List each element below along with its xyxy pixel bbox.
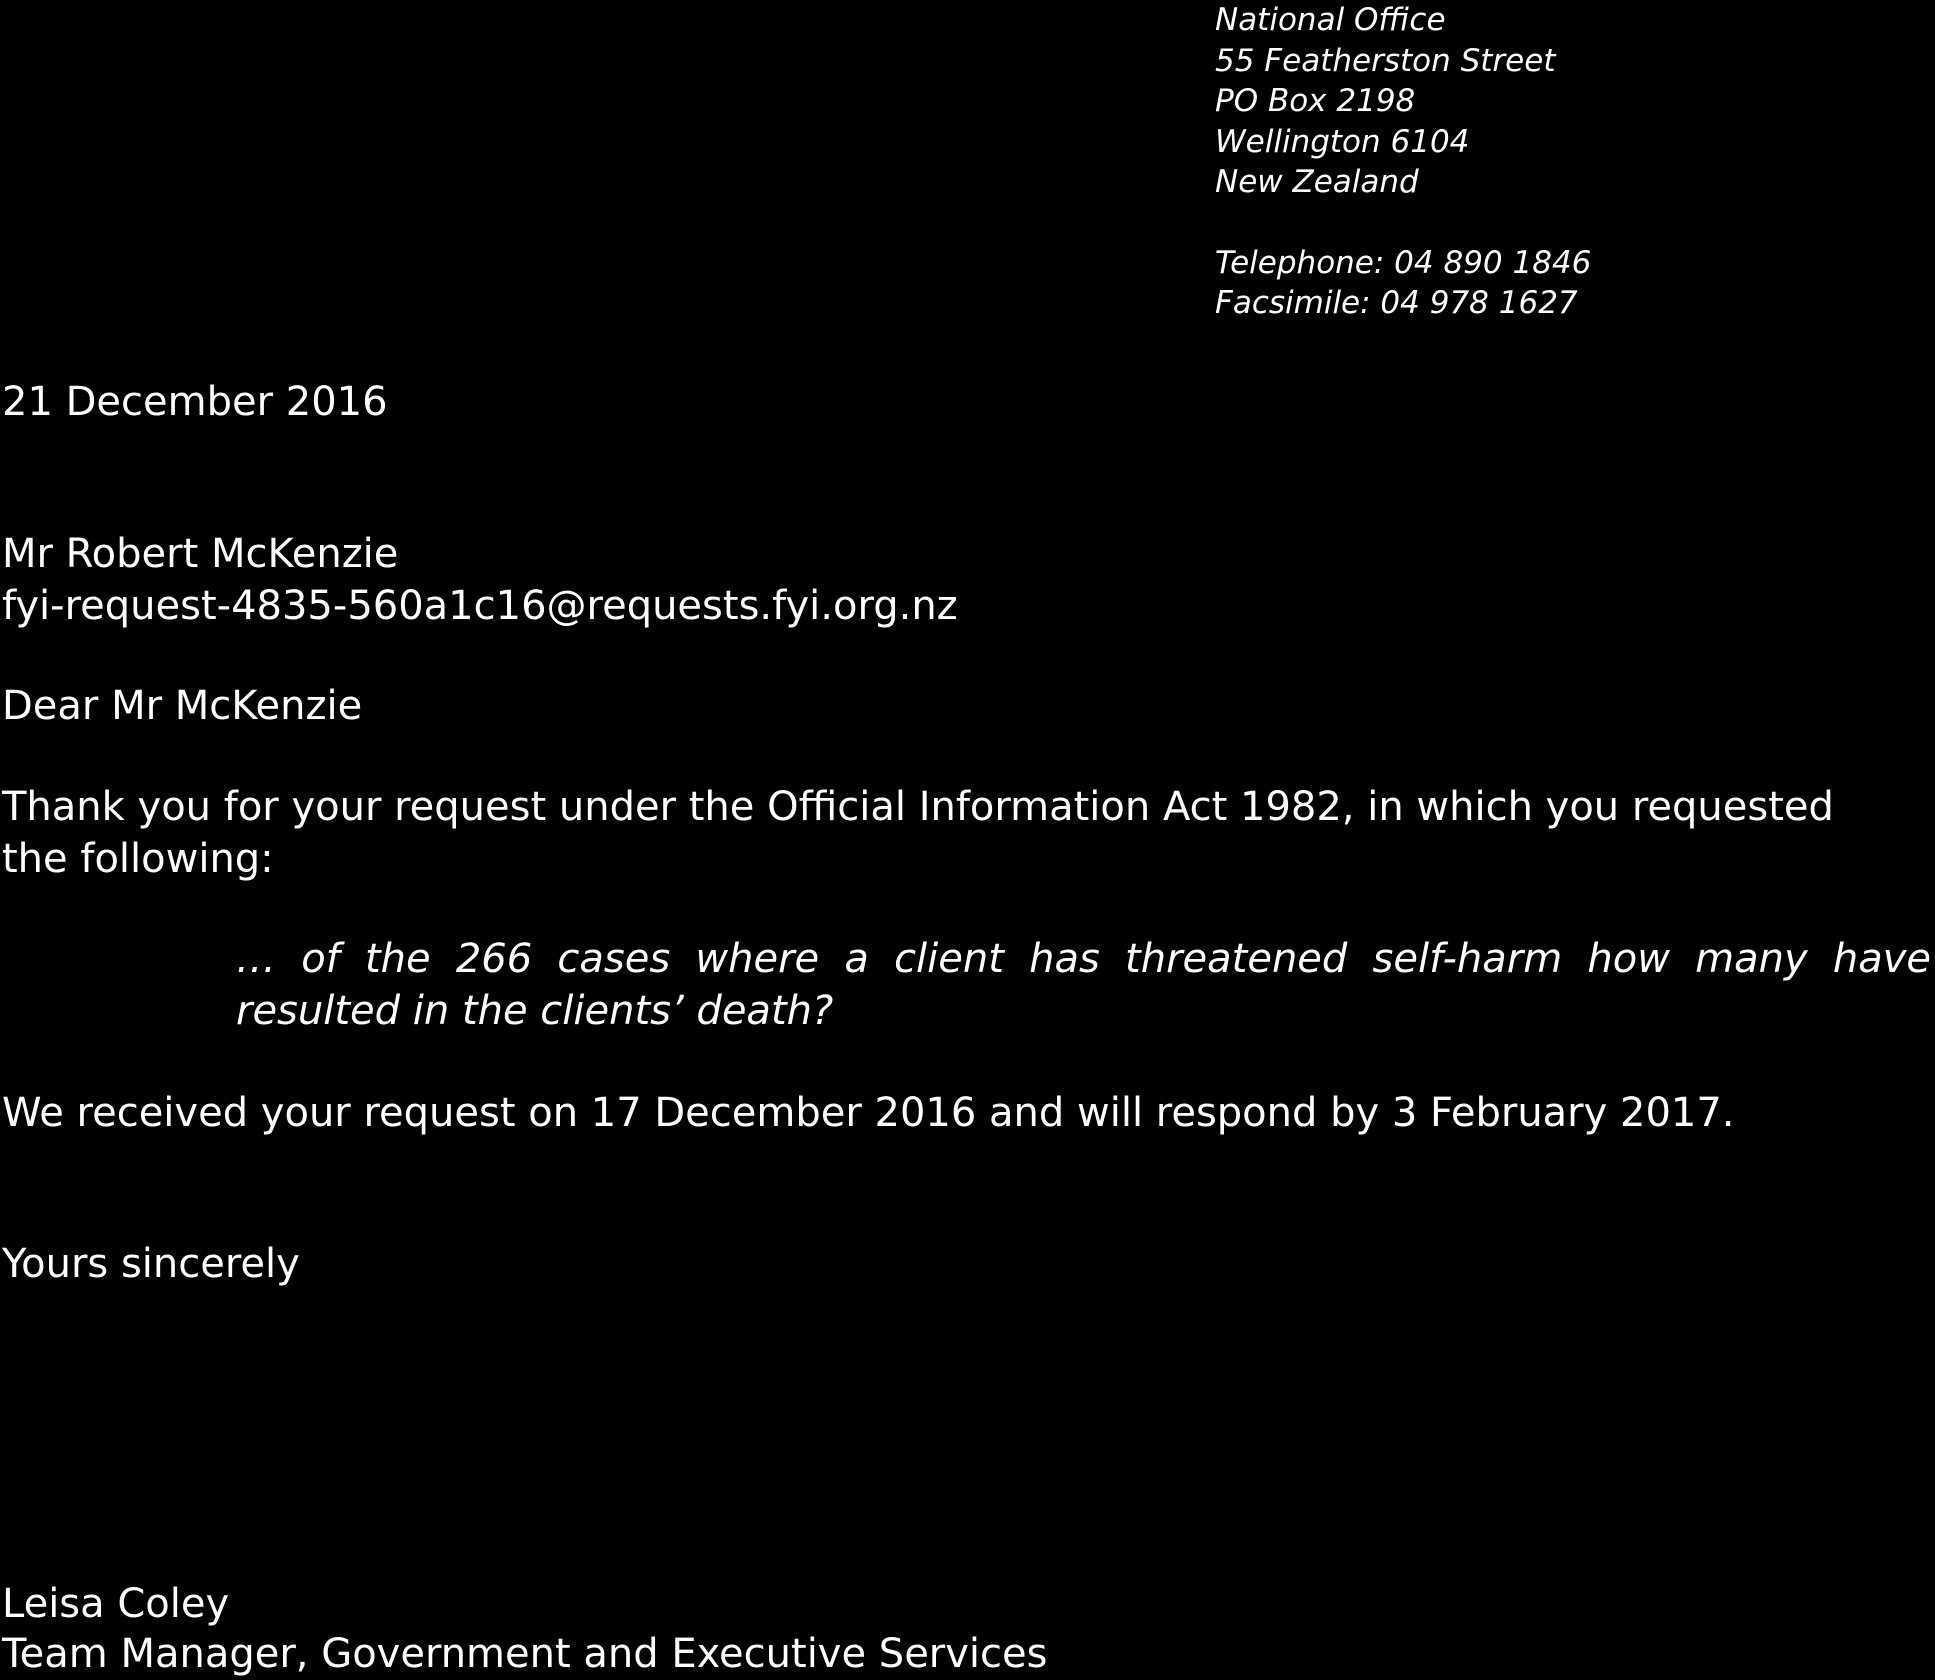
intro-paragraph xyxy=(2,781,1834,885)
intro-line-2: the following: xyxy=(2,836,274,882)
quote-line-2: resulted in the clients’ death? xyxy=(236,988,834,1034)
office-name: National Office xyxy=(1215,2,1446,38)
quote-line-1: … of the 266 cases where a client has threatened self-harm how many have xyxy=(236,936,1931,982)
intro-line-1: Thank you for your request under the Official Information Act 1982, in which you requested xyxy=(2,784,1834,830)
street-address: 55 Featherston Street xyxy=(1215,42,1556,79)
address-spacer xyxy=(1215,203,1591,243)
country: New Zealand xyxy=(1215,164,1419,200)
telephone: Telephone: 04 890 1846 xyxy=(1215,244,1592,281)
recipient-block xyxy=(2,528,958,632)
salutation: Dear Mr McKenzie xyxy=(2,683,363,729)
signatory-title: Team Manager, Government and Executive Services xyxy=(2,1631,1048,1677)
facsimile: Facsimile: 04 978 1627 xyxy=(1215,285,1578,321)
recipient-email: fyi-request-4835-560a1c16@requests.fyi.org.nz xyxy=(2,583,958,629)
city-postcode: Wellington 6104 xyxy=(1215,123,1470,160)
letter-date: 21 December 2016 xyxy=(2,379,388,425)
signatory-name: Leisa Coley xyxy=(2,1581,230,1627)
response-paragraph: We received your request on 17 December 2016 and will respond by 3 February 2017. xyxy=(2,1090,1735,1136)
sender-address-block xyxy=(1215,0,1591,324)
po-box: PO Box 2198 xyxy=(1215,83,1416,119)
recipient-name: Mr Robert McKenzie xyxy=(2,531,399,577)
quoted-request xyxy=(236,933,1931,1037)
closing: Yours sincerely xyxy=(2,1241,300,1287)
